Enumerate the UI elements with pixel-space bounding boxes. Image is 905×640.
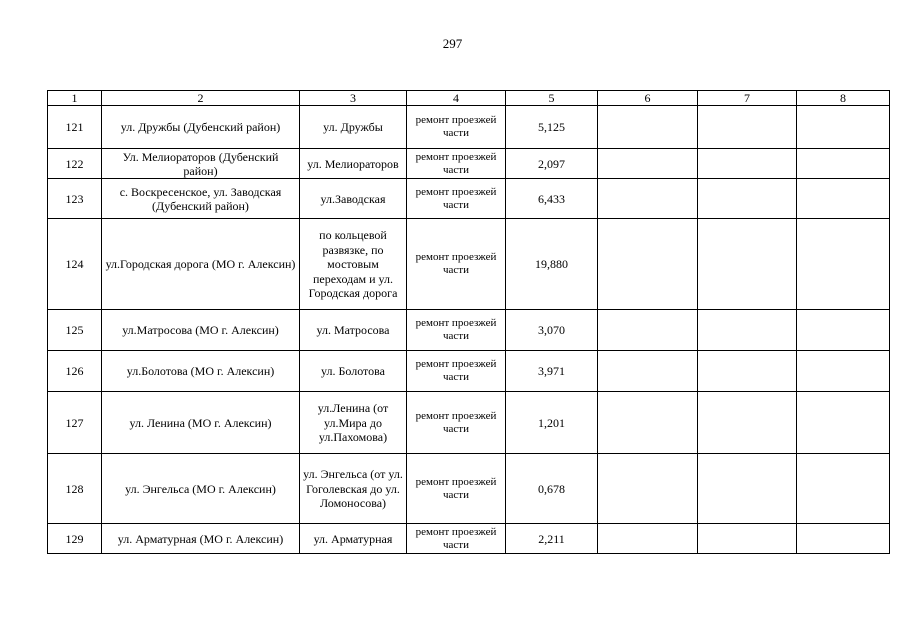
empty-cell bbox=[797, 179, 890, 219]
header-cell: 5 bbox=[506, 91, 598, 106]
work-type-cell: ремонт проезжей части bbox=[407, 351, 506, 392]
table-row bbox=[48, 524, 890, 554]
row-number-cell: 125 bbox=[48, 310, 102, 351]
value-cell: 2,211 bbox=[506, 524, 598, 554]
empty-cell bbox=[797, 310, 890, 351]
empty-cell bbox=[598, 179, 698, 219]
road-section-cell: ул. Дружбы bbox=[300, 106, 407, 149]
header-cell: 1 bbox=[48, 91, 102, 106]
work-type-cell: ремонт проезжей части bbox=[407, 310, 506, 351]
empty-cell bbox=[698, 179, 797, 219]
empty-cell bbox=[698, 219, 797, 310]
empty-cell bbox=[797, 454, 890, 524]
road-section-cell: ул. Арматурная bbox=[300, 524, 407, 554]
header-cell: 7 bbox=[698, 91, 797, 106]
value-cell: 1,201 bbox=[506, 392, 598, 454]
empty-cell bbox=[598, 106, 698, 149]
empty-cell bbox=[598, 351, 698, 392]
empty-cell bbox=[598, 149, 698, 179]
header-cell: 8 bbox=[797, 91, 890, 106]
empty-cell bbox=[698, 392, 797, 454]
empty-cell bbox=[797, 219, 890, 310]
value-cell: 3,971 bbox=[506, 351, 598, 392]
row-number-cell: 122 bbox=[48, 149, 102, 179]
header-cell: 2 bbox=[102, 91, 300, 106]
empty-cell bbox=[698, 310, 797, 351]
work-type-cell: ремонт проезжей части bbox=[407, 454, 506, 524]
row-number-cell: 124 bbox=[48, 219, 102, 310]
empty-cell bbox=[797, 106, 890, 149]
row-number-cell: 126 bbox=[48, 351, 102, 392]
work-type-cell: ремонт проезжей части bbox=[407, 106, 506, 149]
empty-cell bbox=[598, 310, 698, 351]
header-cell: 4 bbox=[407, 91, 506, 106]
road-section-cell: ул. Матросова bbox=[300, 310, 407, 351]
empty-cell bbox=[598, 219, 698, 310]
page-number: 297 bbox=[442, 36, 463, 51]
value-cell: 5,125 bbox=[506, 106, 598, 149]
road-section-cell: ул. Мелиораторов bbox=[300, 149, 407, 179]
empty-cell bbox=[698, 106, 797, 149]
object-name-cell: ул. Ленина (МО г. Алексин) bbox=[102, 392, 300, 454]
object-name-cell: ул. Дружбы (Дубенский район) bbox=[102, 106, 300, 149]
column-number-header-row bbox=[48, 91, 890, 106]
empty-cell bbox=[598, 524, 698, 554]
row-number-cell: 128 bbox=[48, 454, 102, 524]
empty-cell bbox=[598, 392, 698, 454]
table-row bbox=[48, 219, 890, 310]
work-type-cell: ремонт проезжей части bbox=[407, 149, 506, 179]
work-type-cell: ремонт проезжей части bbox=[407, 524, 506, 554]
empty-cell bbox=[598, 454, 698, 524]
value-cell: 6,433 bbox=[506, 179, 598, 219]
row-number-cell: 129 bbox=[48, 524, 102, 554]
header-cell: 6 bbox=[598, 91, 698, 106]
empty-cell bbox=[797, 392, 890, 454]
table-row bbox=[48, 310, 890, 351]
table-row bbox=[48, 392, 890, 454]
road-section-cell: ул. Энгельса (от ул. Гоголевская до ул. Ломоносова) bbox=[300, 454, 407, 524]
object-name-cell: ул.Городская дорога (МО г. Алексин) bbox=[102, 219, 300, 310]
row-number-cell: 127 bbox=[48, 392, 102, 454]
header-cell: 3 bbox=[300, 91, 407, 106]
empty-cell bbox=[698, 351, 797, 392]
table-row bbox=[48, 179, 890, 219]
value-cell: 2,097 bbox=[506, 149, 598, 179]
table-row bbox=[48, 454, 890, 524]
empty-cell bbox=[797, 149, 890, 179]
table-row bbox=[48, 106, 890, 149]
empty-cell bbox=[698, 524, 797, 554]
value-cell: 0,678 bbox=[506, 454, 598, 524]
work-type-cell: ремонт проезжей части bbox=[407, 179, 506, 219]
row-number-cell: 123 bbox=[48, 179, 102, 219]
work-type-cell: ремонт проезжей части bbox=[407, 392, 506, 454]
table-row bbox=[48, 351, 890, 392]
empty-cell bbox=[797, 524, 890, 554]
value-cell: 19,880 bbox=[506, 219, 598, 310]
empty-cell bbox=[797, 351, 890, 392]
road-section-cell: ул. Болотова bbox=[300, 351, 407, 392]
object-name-cell: ул. Энгельса (МО г. Алексин) bbox=[102, 454, 300, 524]
object-name-cell: Ул. Мелиораторов (Дубенский район) bbox=[102, 149, 300, 179]
row-number-cell: 121 bbox=[48, 106, 102, 149]
value-cell: 3,070 bbox=[506, 310, 598, 351]
empty-cell bbox=[698, 454, 797, 524]
roads-table bbox=[47, 90, 890, 554]
work-type-cell: ремонт проезжей части bbox=[407, 219, 506, 310]
object-name-cell: ул. Арматурная (МО г. Алексин) bbox=[102, 524, 300, 554]
object-name-cell: ул.Болотова (МО г. Алексин) bbox=[102, 351, 300, 392]
object-name-cell: ул.Матросова (МО г. Алексин) bbox=[102, 310, 300, 351]
empty-cell bbox=[698, 149, 797, 179]
object-name-cell: с. Воскресенское, ул. Заводская (Дубенский район) bbox=[102, 179, 300, 219]
table-row bbox=[48, 149, 890, 179]
road-section-cell: по кольцевой развязке, по мостовым переходам и ул. Городская дорога bbox=[300, 219, 407, 310]
road-section-cell: ул.Заводская bbox=[300, 179, 407, 219]
road-section-cell: ул.Ленина (от ул.Мира до ул.Пахомова) bbox=[300, 392, 407, 454]
